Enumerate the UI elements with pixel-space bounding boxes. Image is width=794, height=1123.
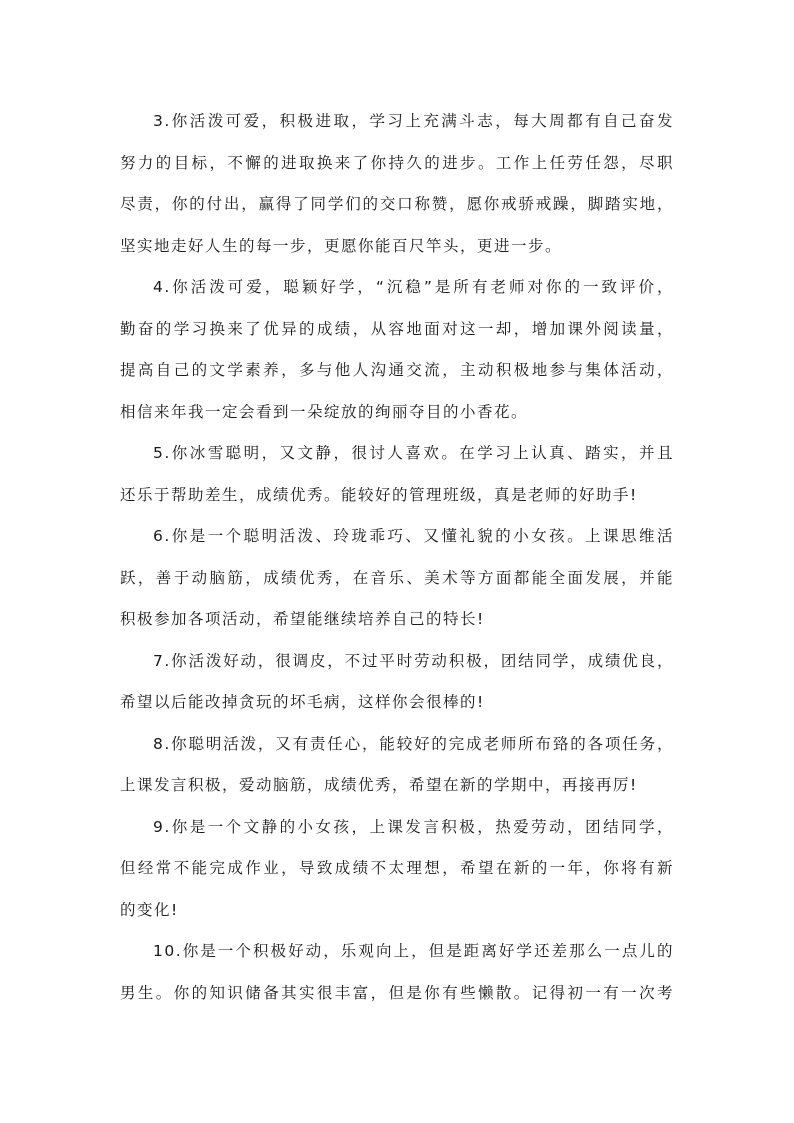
paragraph-line: 相信来年我一定会看到一朵绽放的绚丽夺目的小香花。 (120, 402, 529, 421)
paragraph-line: 8.你聪明活泼，又有责任心，能较好的完成老师所布臵的各项任务， (153, 734, 674, 753)
paragraph-line: 积极参加各项活动，希望能继续培养自己的特长! (120, 610, 485, 628)
paragraph-line: 9.你是一个文静的小女孩，上课发言积极，热爱劳动，团结同学， (153, 817, 674, 836)
paragraph-line: 的变化! (120, 900, 179, 919)
paragraph-line: 尽责，你的付出，赢得了同学们的交口称赞，愿你戒骄戒躁，脚踏实地， (120, 195, 674, 213)
paragraph-line: 3.你活泼可爱，积极进取，学习上充满斗志，每大周都有自己奋发 (153, 112, 674, 130)
paragraph-line: 还乐于帮助差生，成绩优秀。能较好的管理班级，真是老师的好助手! (120, 485, 638, 504)
document-body (120, 101, 674, 1014)
paragraph-line: 跃，善于动脑筋，成绩优秀，在音乐、美术等方面都能全面发展，并能 (120, 568, 674, 587)
paragraph-comment-6 (120, 516, 674, 641)
paragraph-line: 勤奋的学习换来了优异的成绩，从容地面对这一却，增加课外阅读量， (120, 319, 674, 338)
paragraph-line: 4.你活泼可爱，聪颖好学，“沉稳”是所有老师对你的一致评价， (153, 278, 674, 296)
paragraph-comment-10 (120, 931, 674, 1014)
paragraph-line: 坚实地走好人生的每一步，更愿你能百尺竿头，更进一步。 (120, 236, 563, 255)
paragraph-comment-4 (120, 267, 674, 433)
paragraph-comment-8 (120, 724, 674, 807)
paragraph-line: 努力的目标，不懈的进取换来了你持久的进步。工作上任劳任怨，尽职 (120, 153, 674, 172)
paragraph-line: 上课发言积极，爱动脑筋，成绩优秀，希望在新的学期中，再接再厉! (120, 776, 638, 794)
paragraph-line: 6.你是一个聪明活泼、玲珑乖巧、又懂礼貌的小女孩。上课思维活 (153, 527, 674, 545)
paragraph-line: 但经常不能完成作业，导致成绩不太理想，希望在新的一年，你将有新 (120, 859, 674, 877)
paragraph-line: 提高自己的文学素养，多与他人沟通交流，主动积极地参与集体活动， (120, 361, 674, 379)
paragraph-line: 7.你活泼好动，很调皮，不过平时劳动积极，团结同学，成绩优良， (153, 651, 674, 670)
paragraph-line: 希望以后能改掉贪玩的坏毛病，这样你会很棒的! (120, 693, 485, 711)
paragraph-comment-7 (120, 641, 674, 724)
paragraph-line: 5.你冰雪聪明，又文静，很讨人喜欢。在学习上认真、踏实，并且 (153, 444, 674, 462)
paragraph-comment-9 (120, 807, 674, 932)
paragraph-line: 男生。你的知识储备其实很丰富，但是你有些懒散。记得初一有一次考 (120, 983, 674, 1002)
paragraph-line: 10.你是一个积极好动，乐观向上，但是距离好学还差那么一点儿的 (153, 942, 674, 960)
paragraph-comment-5 (120, 433, 674, 516)
paragraph-comment-3 (120, 101, 674, 267)
